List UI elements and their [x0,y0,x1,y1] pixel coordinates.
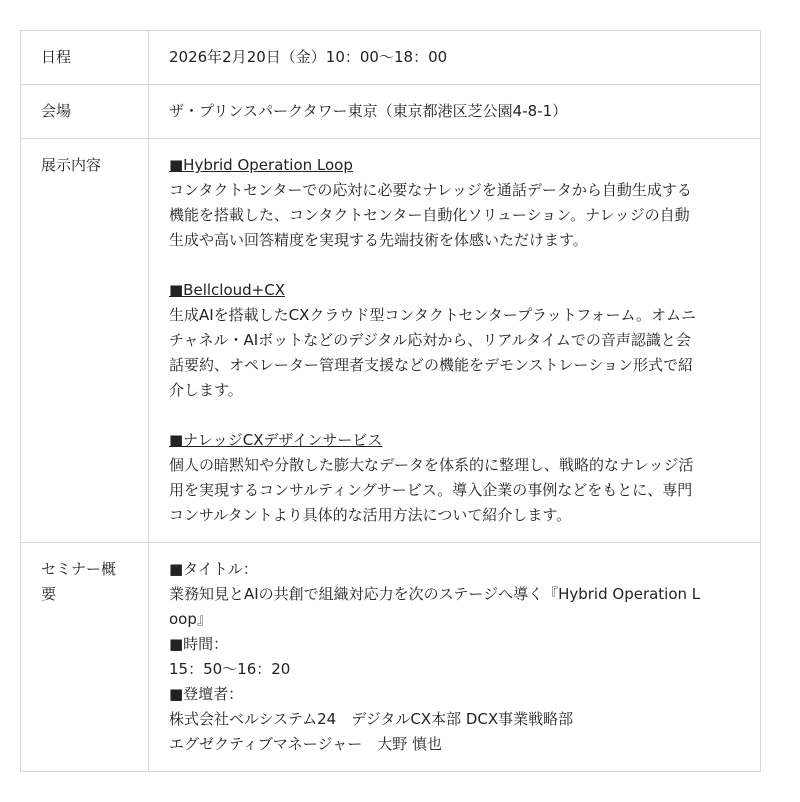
seminar-text-line: 業務知見とAIの共創で組織対応力を次のステージへ導く『Hybrid Operation L [169,585,701,603]
spacer [169,253,740,278]
exhibit-text-line: コンサルタントより具体的な活用方法について紹介します。 [169,506,572,524]
table-row-venue [21,85,761,139]
exhibit-text-line: 生成AIを搭載したCXクラウド型コンタクトセンタープラットフォーム。オムニ [169,306,696,324]
exhibits-value [149,139,761,543]
event-info-table [20,30,761,772]
seminar-text-line: oop』 [169,610,212,628]
date-label: 日程 [21,31,149,85]
exhibit-text-line: チャネル・AIボットなどのデジタル応対から、リアルタイムでの音声認識と会 [169,331,691,349]
exhibit-title[interactable]: ■Hybrid Operation Loop [169,156,353,174]
seminar-text-line: ■登壇者： [169,685,244,703]
date-value: 2026年2月20日（金）10：00〜18：00 [149,31,761,85]
seminar-label [21,543,149,772]
seminar-text-line: エグゼクティブマネージャー 大野 慎也 [169,735,442,753]
table-row-date [21,31,761,85]
table-row-seminar [21,543,761,772]
exhibit-text-line: 生成や高い回答精度を実現する先端技術を体感いただけます。 [169,231,588,249]
exhibit-text-line: 話要約、オペレーター管理者支援などの機能をデモンストレーション形式で紹 [169,356,693,374]
exhibit-text-line: 個人の暗黙知や分散した膨大なデータを体系的に整理し、戦略的なナレッジ活 [169,456,694,474]
table-row-exhibits [21,139,761,543]
exhibits-label: 展示内容 [21,139,149,543]
seminar-text-line: ■時間： [169,635,229,653]
exhibit-text-line: コンタクトセンターでの応対に必要なナレッジを通話データから自動生成する [169,181,692,199]
exhibit-text-line: 機能を搭載した、コンタクトセンター自動化ソリューション。ナレッジの自動 [169,206,690,224]
seminar-text-line: ■タイトル： [169,560,258,578]
venue-value: ザ・プリンスパークタワー東京（東京都港区芝公園4-8-1） [149,85,761,139]
venue-label: 会場 [21,85,149,139]
seminar-label-line: セミナー概 [41,560,117,578]
seminar-text-line: 株式会社ベルシステム24 デジタルCX本部 DCX事業戦略部 [169,710,574,728]
seminar-label-line: 要 [41,585,57,603]
seminar-value [149,543,761,772]
exhibit-title[interactable]: ■ナレッジCXデザインサービス [169,431,383,449]
exhibit-title[interactable]: ■Bellcloud+CX [169,281,285,299]
exhibit-text-line: 用を実現するコンサルティングサービス。導入企業の事例などをもとに、専門 [169,481,693,499]
exhibit-text-line: 介します。 [169,381,243,399]
spacer [169,403,740,428]
seminar-text-line: 15：50〜16：20 [169,660,291,678]
